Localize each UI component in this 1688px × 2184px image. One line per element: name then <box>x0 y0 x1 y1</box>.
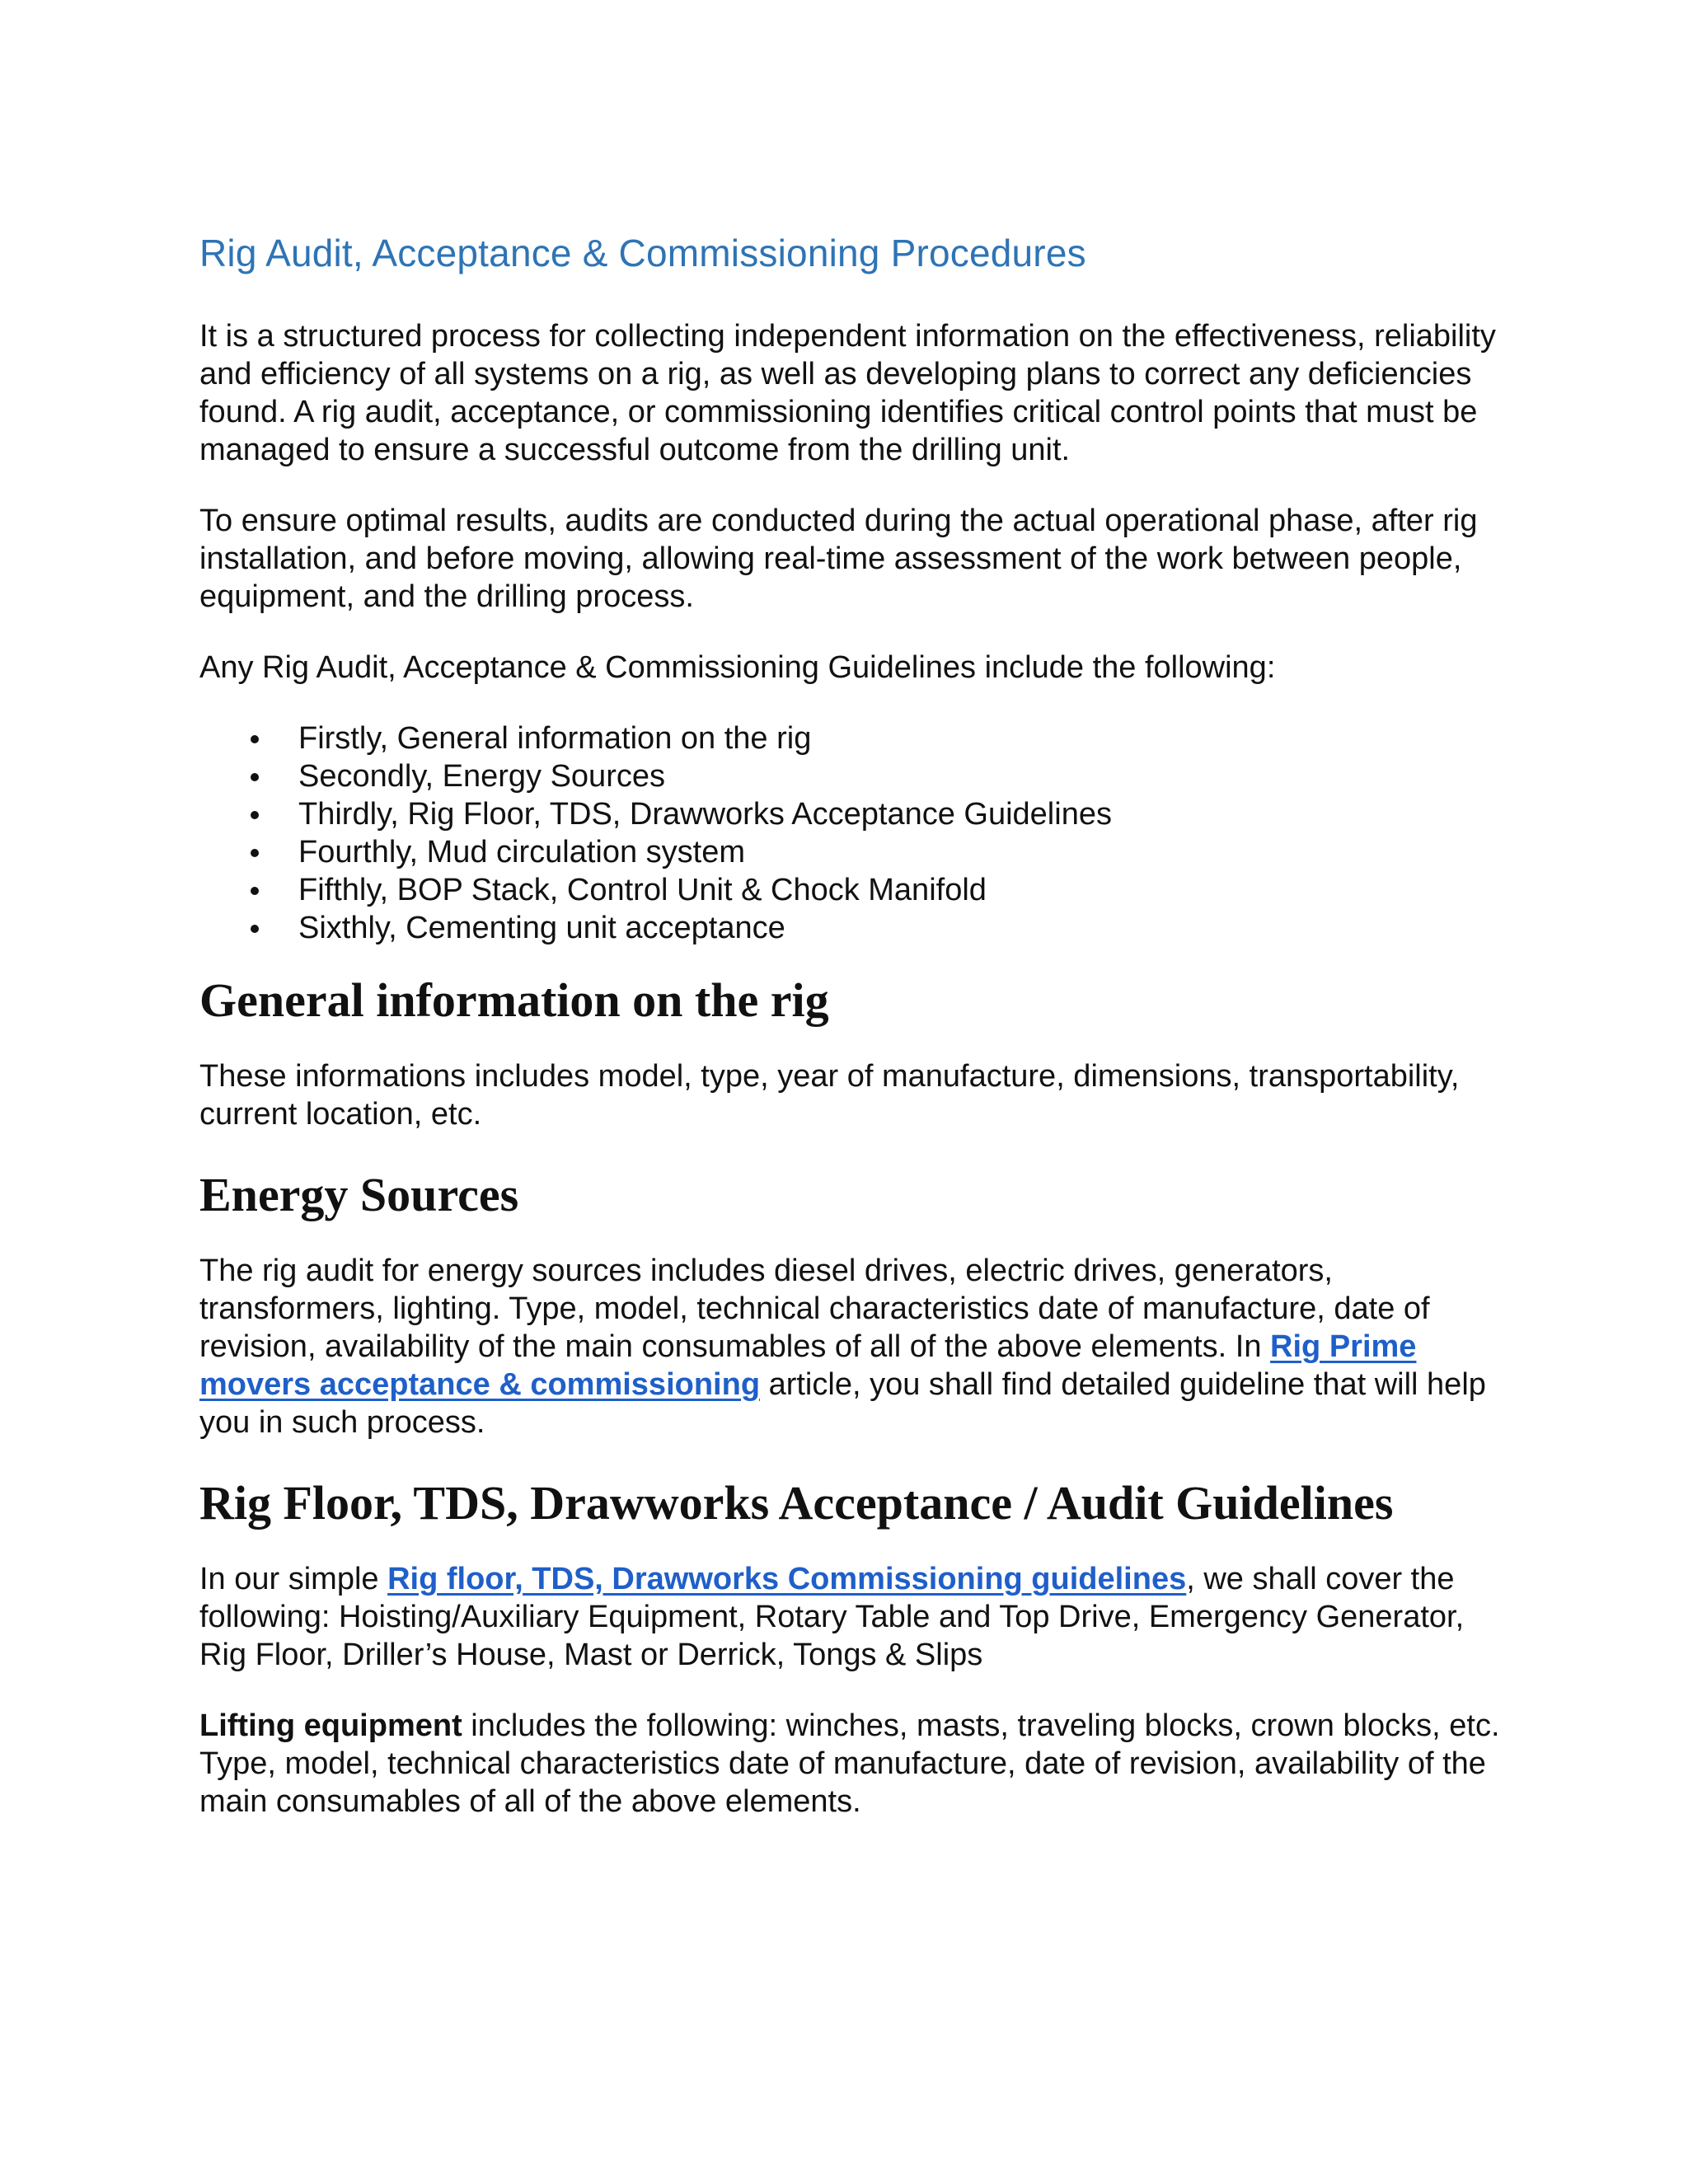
heading-energy-sources: Energy Sources <box>199 1168 519 1222</box>
document-content <box>199 231 1502 1854</box>
list-item-text: Thirdly, Rig Floor, TDS, Drawworks Acceptance Guidelines <box>298 797 1112 832</box>
list-item <box>199 909 1502 947</box>
heading-general-information: General information on the rig <box>199 973 829 1028</box>
list-item-text: Fourthly, Mud circulation system <box>298 835 746 870</box>
energy-text-before: The rig audit for energy sources includes diesel drives, electric drives, generators, transformers, lighting. Type, model, technical characteristics date of manufacture, date of revision, availability of the main consumables of all of the above elements. In <box>199 1254 1430 1365</box>
bullet-icon <box>251 925 259 933</box>
list-item <box>199 833 1502 871</box>
lifting-equipment-text: includes the following: winches, masts, traveling blocks, crown blocks, etc. Type, model, technical characteristics date of manufacture, date of revision, availability of the main consumables of all of the above elements. <box>199 1708 1500 1820</box>
rig-floor-guidelines-link[interactable]: Rig floor, TDS, Drawworks Commissioning guidelines <box>387 1562 1187 1597</box>
bullet-icon <box>251 811 259 819</box>
rigfloor-text-after: , we shall cover the following: Hoisting/Auxiliary Equipment, Rotary Table and Top Drive, Emergency Generator, Rig Floor, Driller’s House, Mast or Derrick, Tongs & Slips <box>199 1562 1465 1673</box>
energy-sources-paragraph <box>199 1252 1502 1441</box>
prime-movers-link[interactable]: Rig Prime movers acceptance & commissioning <box>199 1329 1417 1403</box>
list-item-text: Sixthly, Cementing unit acceptance <box>298 911 785 946</box>
lifting-equipment-label: Lifting equipment <box>199 1708 462 1744</box>
document-title: Rig Audit, Acceptance & Commissioning Procedures <box>199 232 1086 274</box>
list-item-text: Fifthly, BOP Stack, Control Unit & Chock Manifold <box>298 873 987 908</box>
rigfloor-text-before: In our simple <box>199 1562 388 1597</box>
bullet-icon <box>251 849 259 857</box>
list-item-text: Firstly, General information on the rig <box>298 721 812 757</box>
heading-rig-floor: Rig Floor, TDS, Drawworks Acceptance / Audit Guidelines <box>199 1476 1394 1530</box>
bullet-icon <box>251 773 259 781</box>
list-item <box>199 757 1502 795</box>
list-item <box>199 871 1502 909</box>
list-item-text: Secondly, Energy Sources <box>298 759 665 794</box>
general-information-paragraph: These informations includes model, type, year of manufacture, dimensions, transportability, current location, etc. <box>199 1059 1460 1132</box>
intro-paragraph-2: To ensure optimal results, audits are conducted during the actual operational phase, after rig installation, and before moving, allowing real-time assessment of the work between people, equipment, and the drilling process. <box>199 504 1478 615</box>
bullet-icon <box>251 887 259 895</box>
rig-floor-paragraph <box>199 1560 1502 1674</box>
energy-text-after: article, you shall find detailed guideline that will help you in such process. <box>199 1367 1486 1441</box>
intro-paragraph-3: Any Rig Audit, Acceptance & Commissioning Guidelines include the following: <box>199 650 1276 686</box>
list-item <box>199 719 1502 757</box>
bullet-icon <box>251 735 259 743</box>
lifting-equipment-paragraph <box>199 1707 1502 1821</box>
intro-paragraph-1: It is a structured process for collecting independent information on the effectiveness, reliability and efficiency of all systems on a rig, as well as developing plans to correct any deficiencies found. A rig audit, acceptance, or commissioning identifies critical control points that must be managed to ensure a successful outcome from the drilling unit. <box>199 319 1496 468</box>
guidelines-list <box>199 719 1502 947</box>
list-item <box>199 795 1502 833</box>
